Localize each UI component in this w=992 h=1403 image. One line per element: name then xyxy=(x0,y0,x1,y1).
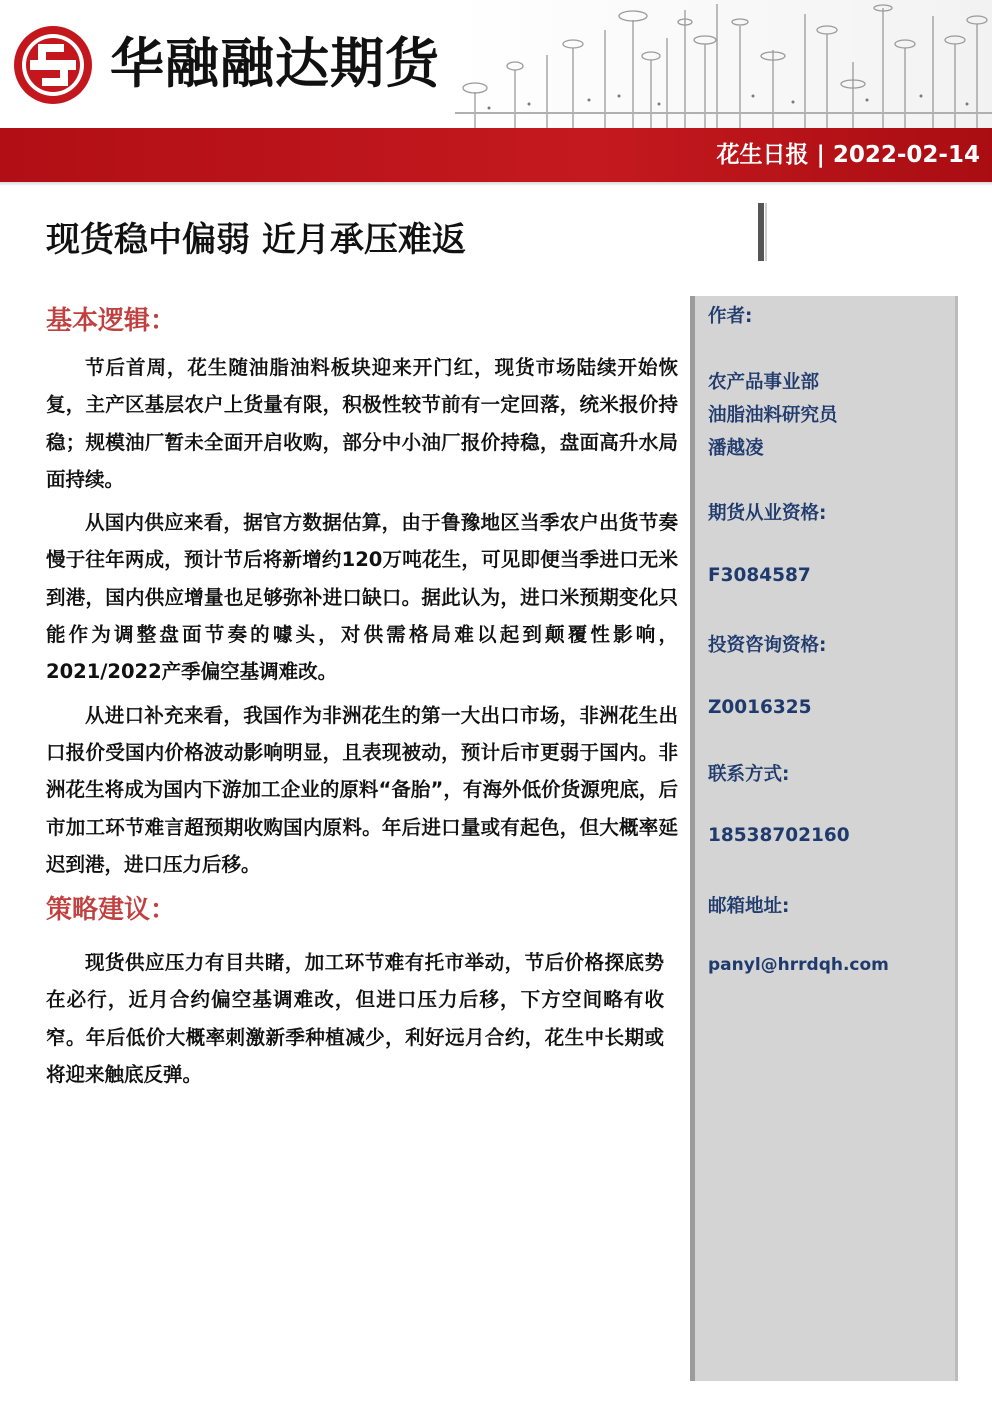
report-label: 花生日报 | 2022-02-14 xyxy=(716,142,980,168)
logo-s-icon xyxy=(12,24,94,106)
author-role: 油脂油料研究员 xyxy=(708,405,838,426)
email-label: 邮箱地址: xyxy=(708,896,790,917)
futures-license-label: 期货从业资格: xyxy=(708,503,827,524)
contact-label: 联系方式: xyxy=(708,764,790,785)
report-title: 现货稳中偏弱 近月承压难返 xyxy=(46,220,466,260)
email-address[interactable]: panyl@hrrdqh.com xyxy=(708,955,889,975)
header-decoration xyxy=(455,0,992,128)
header-band-shadow xyxy=(0,182,992,186)
section-heading-logic: 基本逻辑： xyxy=(46,306,177,336)
logic-paragraph-2: 从国内供应来看，据官方数据估算，由于鲁豫地区当季农户出货节奏慢于往年两成，预计节后将新增约120万吨花生，可见即便当季进口无米到港，国内供应增量也足够弥补进口缺口。据此认为，进口米预期变化只能作为调整盘面节奏的噱头，对供需格局难以起到颠覆性影响，2021/2022产季偏空基调难改。 xyxy=(46,511,678,684)
strategy-paragraph-1: 现货供应压力有目共睹，加工环节难有托市举动，节后价格探底势在必行，近月合约偏空基调难改，但进口压力后移，下方空间略有收窄。年后低价大概率刺激新季种植减少，利好远月合约，花生中长期或将迎来触底反弹。 xyxy=(46,951,664,1087)
title-divider-shadow xyxy=(765,203,767,261)
author-label: 作者: xyxy=(708,306,753,327)
advisory-license-id: Z0016325 xyxy=(708,697,812,718)
section-heading-strategy: 策略建议： xyxy=(46,895,177,926)
author-sidebar xyxy=(690,296,958,1381)
advisory-license-label: 投资咨询资格: xyxy=(708,635,827,656)
company-logo xyxy=(12,22,452,112)
logic-paragraph-3: 从进口补充来看，我国作为非洲花生的第一大出口市场，非洲花生出口报价受国内价格波动影响明显，且表现被动，预计后市更弱于国内。非洲花生将成为国内下游加工企业的原料“备胎”，有海外低价货源兜底，后市加工环节难言超预期收购国内原料。年后进口量或有起色，但大概率延迟到港，进口压力后移。 xyxy=(46,703,678,876)
title-divider xyxy=(758,203,764,261)
futures-license-id: F3084587 xyxy=(708,565,811,586)
author-department: 农产品事业部 xyxy=(708,372,820,393)
author-name: 潘越凌 xyxy=(708,438,764,459)
logic-paragraph-1: 节后首周，花生随油脂油料板块迎来开门红，现货市场陆续开始恢复，主产区基层农户上货量有限，积极性较节前有一定回落，统米报价持稳；规模油厂暂未全面开启收购，部分中小油厂报价持稳，盘面高升水局面持续。 xyxy=(46,356,678,491)
logo-text: 华融融达期货 xyxy=(110,32,440,95)
main-content xyxy=(46,296,678,1093)
contact-phone: 18538702160 xyxy=(708,825,850,846)
